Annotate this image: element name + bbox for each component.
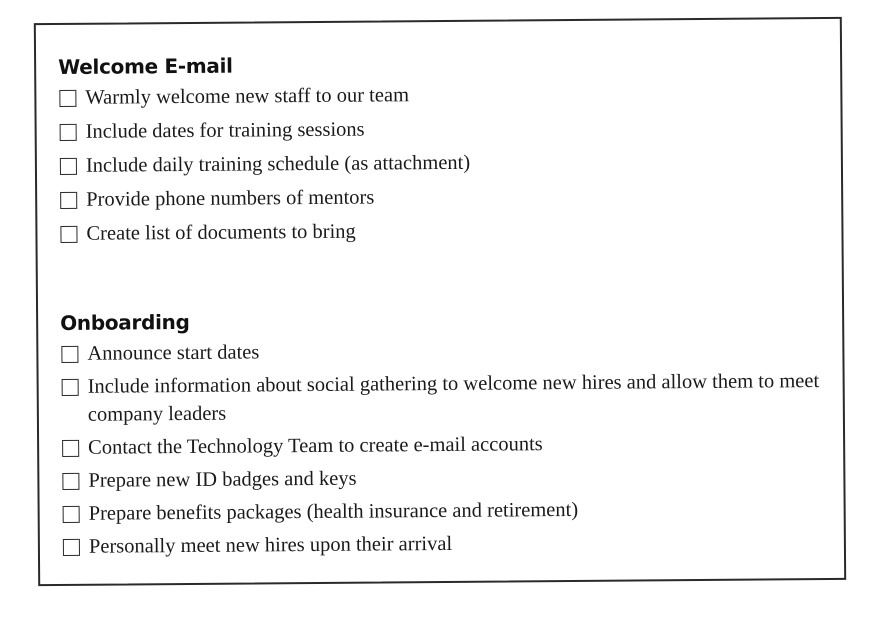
section-heading: Welcome E-mail xyxy=(58,53,233,79)
checklist-item xyxy=(58,78,826,112)
checklist-item-label: Create list of documents to bring xyxy=(86,220,356,245)
checkbox[interactable] xyxy=(59,90,76,107)
checklist-item xyxy=(61,428,829,462)
checklist-item xyxy=(59,180,827,214)
checkbox[interactable] xyxy=(62,379,79,396)
checklist-item-label: Personally meet new hires upon their arrival xyxy=(88,532,453,558)
section-onboarding xyxy=(60,304,830,566)
checklist-item xyxy=(59,112,827,146)
checklist-item-label: Provide phone numbers of mentors xyxy=(86,186,375,211)
checkbox[interactable] xyxy=(62,473,79,490)
checkbox[interactable] xyxy=(60,124,77,141)
checklist-item-label: Announce start dates xyxy=(87,341,260,365)
checkbox[interactable] xyxy=(62,440,79,457)
checklist-item xyxy=(62,494,830,528)
checklist-item-label: Include dates for training sessions xyxy=(85,118,365,143)
checkbox[interactable] xyxy=(63,539,80,556)
checkbox[interactable] xyxy=(63,506,80,523)
checklist-item-label: Contact the Technology Team to create e-mail accounts xyxy=(88,433,543,459)
checklist-item-label: Include information about social gathering to welcome new hires and allow them to meet company leaders xyxy=(87,370,820,426)
checklist-item xyxy=(61,461,829,495)
checklist-item xyxy=(59,146,827,180)
checkbox[interactable] xyxy=(60,158,77,175)
section-heading: Onboarding xyxy=(60,309,190,335)
checklist-item xyxy=(61,367,829,429)
checklist-item xyxy=(60,334,828,368)
section-welcome-email xyxy=(58,48,828,254)
checkbox[interactable] xyxy=(61,346,78,363)
checklist-item-label: Prepare new ID badges and keys xyxy=(88,467,357,492)
checklist-item xyxy=(59,214,827,248)
checklist-item-label: Warmly welcome new staff to our team xyxy=(85,84,410,109)
checkbox[interactable] xyxy=(60,226,77,243)
checklist-item xyxy=(62,527,830,561)
checklist-frame xyxy=(34,17,846,586)
checklist-item-label: Prepare benefits packages (health insurance and retirement) xyxy=(88,498,579,525)
checkbox[interactable] xyxy=(60,192,77,209)
checklist-item-label: Include daily training schedule (as attachment) xyxy=(85,151,471,177)
